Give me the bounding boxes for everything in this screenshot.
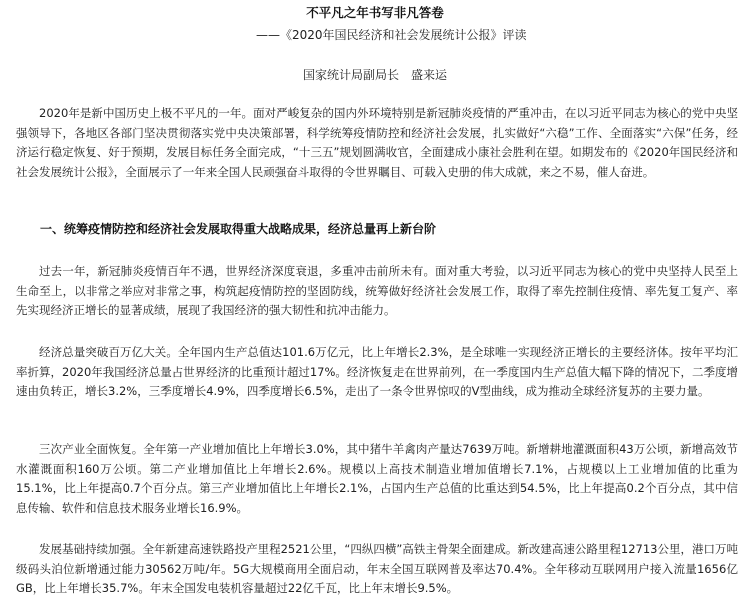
paragraph-industries: 三次产业全面恢复。全年第一产业增加值比上年增长3.0%，其中猪牛羊禽肉产量达7639万吨。新增耕地灌溉面积43万公顷，新增高效节水灌溉面积160万公顷。第二产业增加值比上年增长2.6%。规模以上高技术制造业增加值增长7.1%，占规模以上工业增加值的比重为15.1%，比上年提高0.7个百分点。第三产业增加值比上年增长2.1%，占国内生产总值的比重达到54.5%，比上年提高0.2个百分点，其中信息传输、软件和信息技术服务业增长16.9%。 xyxy=(16,442,738,515)
paragraph-infrastructure: 发展基础持续加强。全年新建高速铁路投产里程2521公里，“四纵四横”高铁主骨架全面建成。新改建高速公路里程12713公里，港口万吨级码头泊位新增通过能力30562万吨/年。5G大规模商用全面启动，年末全国互联网普及率达70.4%。全年移动互联网用户接入流量1656亿GB，比上年增长35.7%。年末全国发电装机容量超过22亿千瓦，比上年末增长9.5%。 xyxy=(16,542,738,595)
paragraph-gdp: 经济总量突破百万亿大关。全年国内生产总值达101.6万亿元，比上年增长2.3%，是全球唯一实现经济正增长的主要经济体。按年平均汇率折算，2020年我国经济总量占世界经济的比重预计超过17%。经济恢复走在世界前列，在一季度国内生产总值大幅下降的情况下，二季度增速由负转正，增长3.2%，三季度增长4.9%，四季度增长6.5%，走出了一条令世界惊叹的V型曲线，成为推动全球经济复苏的主要力量。 xyxy=(16,345,738,398)
section-heading: 一、统筹疫情防控和经济社会发展取得重大战略成果，经济总量再上新台阶 xyxy=(40,222,437,236)
article-subtitle: ——《2020年国民经济和社会发展统计公报》评读 xyxy=(256,28,527,42)
article-title: 不平凡之年书写非凡答卷 xyxy=(306,5,444,20)
paragraph-intro: 2020年是新中国历史上极不平凡的一年。面对严峻复杂的国内外环境特别是新冠肺炎疫情的严重冲击，在以习近平同志为核心的党中央坚强领导下，各地区各部门坚决贯彻落实党中央决策部署，科学统筹疫情防控和经济社会发展，扎实做好“六稳”工作、全面落实“六保”任务，经济运行稳定恢复、好于预期，发展目标任务全面完成，“十三五”规划圆满收官，全面建成小康社会胜利在望。如期发布的《2020年国民经济和社会发展统计公报》，全面展示了一年来全国人民顽强奋斗取得的令世界瞩目、可载入史册的伟大成就，来之不易，催人奋进。 xyxy=(16,106,738,179)
article-author: 国家统计局副局长 盛来运 xyxy=(302,68,447,82)
paragraph-overview: 过去一年，新冠肺炎疫情百年不遇，世界经济深度衰退，多重冲击前所未有。面对重大考验，以习近平同志为核心的党中央坚持人民至上生命至上，以非常之举应对非常之事，构筑起疫情防控的坚固防线，统筹做好经济社会发展工作，取得了率先控制住疫情、率先复工复产、率先实现经济正增长的显著成绩，展现了我国经济的强大韧性和抗冲击能力。 xyxy=(16,264,738,317)
